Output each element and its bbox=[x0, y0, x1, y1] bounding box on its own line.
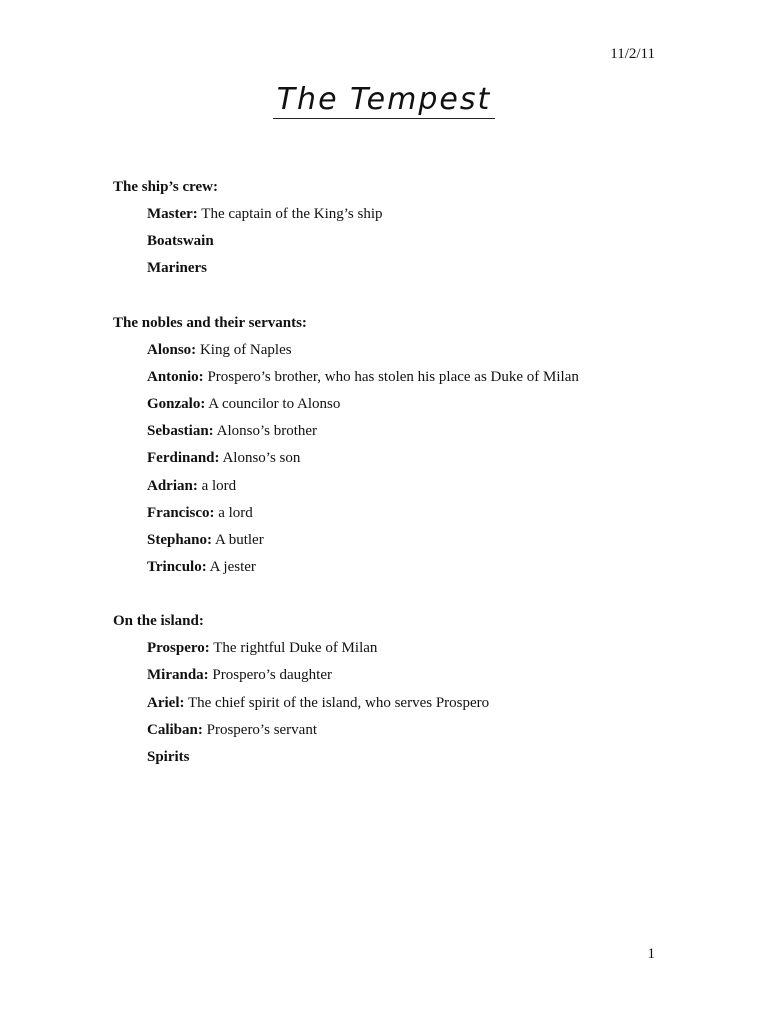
character-description: King of Naples bbox=[196, 341, 292, 358]
character-description: Prospero’s brother, who has stolen his place as Duke of Milan bbox=[203, 368, 579, 385]
character-entry bbox=[113, 339, 673, 366]
character-description: a lord bbox=[197, 477, 237, 494]
character-name: Alonso: bbox=[147, 341, 197, 358]
character-entry bbox=[113, 447, 673, 474]
character-description: A butler bbox=[212, 531, 264, 548]
character-name: Master: bbox=[147, 206, 198, 222]
character-list bbox=[113, 176, 673, 800]
character-entry bbox=[113, 203, 673, 230]
character-description: Prospero’s daughter bbox=[208, 667, 332, 684]
character-entry bbox=[113, 529, 673, 556]
character-name: Boatswain bbox=[147, 233, 214, 250]
character-name: Antonio: bbox=[147, 368, 204, 385]
character-name: Spirits bbox=[147, 749, 190, 765]
document-title-block bbox=[0, 82, 768, 119]
character-entry bbox=[113, 637, 673, 664]
character-entry bbox=[113, 664, 673, 691]
character-description: The chief spirit of the island, who serves Prospero bbox=[184, 694, 490, 711]
character-description: The captain of the King’s ship bbox=[197, 206, 383, 222]
character-entry bbox=[113, 420, 673, 447]
character-section bbox=[113, 312, 673, 584]
character-entry bbox=[113, 475, 673, 502]
character-name: Adrian: bbox=[147, 477, 198, 494]
character-description: Alonso’s brother bbox=[213, 423, 318, 440]
character-entry bbox=[113, 257, 673, 284]
section-heading: The nobles and their servants: bbox=[113, 314, 307, 331]
character-entry bbox=[113, 692, 673, 719]
character-entry bbox=[113, 366, 673, 393]
character-name: Ferdinand: bbox=[147, 450, 220, 467]
character-entry bbox=[113, 719, 673, 746]
character-description: The rightful Duke of Milan bbox=[209, 640, 378, 657]
character-entry bbox=[113, 502, 673, 529]
character-section bbox=[113, 610, 673, 773]
section-heading: On the island: bbox=[113, 613, 204, 630]
character-section bbox=[113, 176, 673, 285]
character-entry bbox=[113, 230, 673, 257]
character-name: Mariners bbox=[147, 260, 207, 277]
character-name: Gonzalo: bbox=[147, 395, 206, 412]
character-description: a lord bbox=[214, 504, 253, 521]
character-name: Caliban: bbox=[147, 721, 203, 738]
character-name: Stephano: bbox=[147, 531, 213, 548]
character-name: Sebastian: bbox=[147, 423, 214, 440]
character-description: Alonso’s son bbox=[219, 450, 301, 467]
character-entry bbox=[113, 393, 673, 420]
character-name: Miranda: bbox=[147, 667, 209, 684]
character-entry bbox=[113, 556, 673, 583]
character-name: Trinculo: bbox=[147, 559, 207, 576]
character-name: Prospero: bbox=[147, 640, 210, 657]
character-entry bbox=[113, 746, 673, 773]
document-title: The Tempest bbox=[273, 82, 496, 119]
character-name: Ariel: bbox=[147, 694, 185, 711]
character-description: A councilor to Alonso bbox=[205, 395, 341, 412]
character-description: Prospero’s servant bbox=[202, 721, 318, 738]
document-date: 11/2/11 bbox=[610, 46, 655, 62]
page-number: 1 bbox=[647, 946, 655, 962]
section-heading: The ship’s crew: bbox=[113, 179, 218, 195]
character-name: Francisco: bbox=[147, 504, 215, 521]
character-description: A jester bbox=[206, 559, 256, 576]
